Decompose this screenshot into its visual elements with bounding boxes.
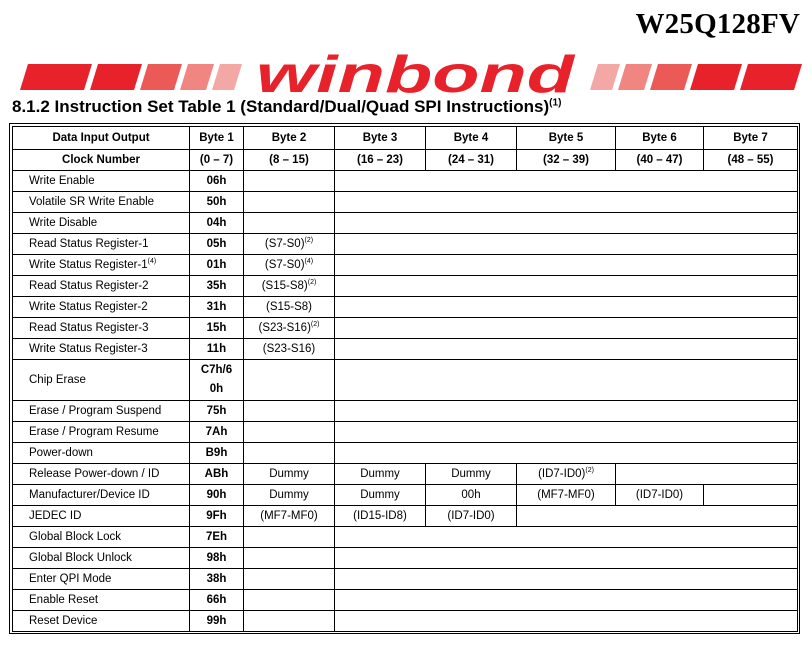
opcode: ABh (204, 468, 229, 480)
empty-bytes-cell (335, 276, 798, 297)
byte-value: Dummy (451, 468, 491, 480)
instruction-name (13, 548, 190, 569)
table-row (13, 297, 798, 318)
table-row (13, 422, 798, 443)
table-row (13, 192, 798, 213)
table-header-row (13, 150, 798, 171)
opcode: 90h (206, 489, 227, 501)
byte-cell (244, 569, 335, 590)
winbond-logo (10, 50, 804, 104)
logo-stripes-right (590, 64, 802, 90)
byte-cell (244, 506, 335, 527)
empty-bytes-cell (335, 401, 798, 422)
byte-value: (S15-S8) (261, 280, 308, 292)
table-row (13, 443, 798, 464)
opcode-cell (190, 318, 244, 339)
part-number: W25Q128FV (635, 8, 800, 40)
byte-value: 00h (461, 489, 481, 501)
opcode: 75h (206, 405, 227, 417)
byte-cell (426, 506, 517, 527)
opcode-cell (190, 590, 244, 611)
byte-cell (244, 276, 335, 297)
byte-value: Dummy (360, 468, 400, 480)
opcode: 35h (206, 280, 227, 292)
table-row (13, 401, 798, 422)
instruction-name (13, 192, 190, 213)
table-row (13, 548, 798, 569)
opcode-cell (190, 255, 244, 276)
byte-value: (S23-S16) (258, 322, 311, 334)
byte-cell (244, 548, 335, 569)
byte-cell (426, 485, 517, 506)
empty-bytes-cell (335, 339, 798, 360)
byte-cell (244, 234, 335, 255)
byte-cell (244, 401, 335, 422)
footnote-ref: (4) (147, 258, 157, 266)
instruction-name-text: Reset Device (29, 615, 98, 627)
instruction-name-text: Volatile SR Write Enable (29, 196, 155, 208)
header-cell: Byte 2 (244, 127, 335, 150)
table-row (13, 213, 798, 234)
instruction-name-text: Global Block Unlock (29, 552, 132, 564)
byte-cell (244, 360, 335, 401)
table-header-row (13, 127, 798, 150)
table-row (13, 171, 798, 192)
instruction-set-table (12, 126, 798, 632)
byte-value: (ID15-ID8) (353, 510, 407, 522)
instruction-name (13, 527, 190, 548)
header-cell: (8 – 15) (244, 150, 335, 171)
byte-cell (244, 171, 335, 192)
instruction-name (13, 297, 190, 318)
empty-bytes-cell (335, 527, 798, 548)
header-cell: (24 – 31) (426, 150, 517, 171)
byte-cell (244, 443, 335, 464)
byte-cell (616, 485, 704, 506)
byte-cell (335, 464, 426, 485)
opcode: 05h (206, 238, 227, 250)
byte-value: (S7-S0) (264, 259, 305, 271)
empty-bytes-cell (335, 548, 798, 569)
byte-value: Dummy (269, 468, 309, 480)
instruction-name-text: Write Disable (29, 217, 98, 229)
footnote-ref: (2) (304, 237, 314, 245)
table-row (13, 234, 798, 255)
byte-value: (S23-S16) (262, 343, 316, 355)
byte-value: (MF7-MF0) (537, 489, 595, 501)
instruction-name (13, 422, 190, 443)
table-row (13, 464, 798, 485)
opcode-cell (190, 464, 244, 485)
instruction-name (13, 255, 190, 276)
opcode-cell (190, 506, 244, 527)
opcode: 7Eh (205, 531, 228, 543)
opcode-cell (190, 443, 244, 464)
header-cell: Data Input Output (13, 127, 190, 150)
byte-value: (ID7-ID0) (538, 468, 586, 480)
empty-bytes-cell (335, 213, 798, 234)
empty-bytes-cell (335, 297, 798, 318)
section-title-text: 8.1.2 Instruction Set Table 1 (Standard/Dual/Quad SPI Instructions) (12, 97, 550, 116)
opcode-cell (190, 171, 244, 192)
opcode-cell (190, 234, 244, 255)
table-row (13, 360, 798, 401)
byte-value: (ID7-ID0) (635, 489, 684, 501)
empty-bytes-cell (335, 443, 798, 464)
instruction-name (13, 234, 190, 255)
instruction-name (13, 506, 190, 527)
opcode-cell (190, 527, 244, 548)
instruction-name-text: Write Status Register-3 (29, 343, 148, 355)
byte-cell (244, 611, 335, 632)
empty-bytes-cell (335, 422, 798, 443)
instruction-name-text: Read Status Register-1 (29, 238, 149, 250)
byte-cell (244, 527, 335, 548)
opcode: C7h/6 (200, 364, 233, 376)
byte-value: (S7-S0) (264, 238, 305, 250)
instruction-name-text: Write Status Register-2 (29, 301, 148, 313)
empty-bytes-cell (335, 569, 798, 590)
header-cell: Clock Number (13, 150, 190, 171)
section-title-footnote: (1) (549, 97, 562, 109)
instruction-name-text: Erase / Program Suspend (29, 405, 162, 417)
footnote-ref: (2) (307, 279, 317, 287)
opcode: 99h (206, 615, 227, 627)
byte-cell (244, 464, 335, 485)
instruction-name (13, 611, 190, 632)
opcode-cell (190, 611, 244, 632)
table-row (13, 485, 798, 506)
instruction-name (13, 464, 190, 485)
byte-value: (ID7-ID0) (447, 510, 495, 522)
empty-bytes-cell (335, 360, 798, 401)
opcode-cell (190, 401, 244, 422)
opcode-line2: 0h (209, 383, 224, 395)
table-row (13, 611, 798, 632)
instruction-name (13, 443, 190, 464)
header-cell: Byte 7 (704, 127, 798, 150)
header-cell: (0 – 7) (190, 150, 244, 171)
instruction-name-text: Enable Reset (29, 594, 99, 606)
opcode: 11h (206, 343, 227, 355)
table-row (13, 339, 798, 360)
instruction-name (13, 318, 190, 339)
header-cell: Byte 3 (335, 127, 426, 150)
opcode: 7Ah (205, 426, 228, 438)
header-cell: (48 – 55) (704, 150, 798, 171)
byte-value: (S15-S8) (265, 301, 313, 313)
opcode-cell (190, 276, 244, 297)
byte-cell (244, 297, 335, 318)
byte-cell (244, 590, 335, 611)
byte-cell (244, 339, 335, 360)
opcode-cell (190, 422, 244, 443)
header-cell: (32 – 39) (517, 150, 616, 171)
byte-cell (426, 464, 517, 485)
header-cell: Byte 1 (190, 127, 244, 150)
empty-bytes-cell (335, 611, 798, 632)
opcode-cell (190, 485, 244, 506)
byte-cell (244, 213, 335, 234)
opcode: 9Fh (206, 510, 227, 522)
table-row (13, 506, 798, 527)
opcode-cell (190, 569, 244, 590)
footnote-ref: (2) (310, 321, 320, 329)
empty-bytes-cell (335, 192, 798, 213)
opcode-cell (190, 192, 244, 213)
opcode-cell (190, 297, 244, 318)
opcode-cell (190, 339, 244, 360)
header-cell: (40 – 47) (616, 150, 704, 171)
byte-value: (MF7-MF0) (260, 510, 318, 522)
table-row (13, 318, 798, 339)
instruction-name-text: Erase / Program Resume (29, 426, 159, 438)
opcode: 66h (206, 594, 227, 606)
instruction-name-text: Chip Erase (29, 374, 86, 386)
opcode: 31h (206, 301, 227, 313)
empty-bytes-cell (335, 590, 798, 611)
opcode-cell (190, 548, 244, 569)
table-row (13, 255, 798, 276)
instruction-name (13, 171, 190, 192)
brand-wordmark: winbond (256, 50, 576, 104)
opcode: 04h (206, 217, 227, 229)
empty-bytes-cell (335, 171, 798, 192)
instruction-name-text: JEDEC ID (29, 510, 82, 522)
header-cell: Byte 4 (426, 127, 517, 150)
empty-bytes-cell (704, 485, 798, 506)
empty-bytes-cell (335, 234, 798, 255)
instruction-name (13, 360, 190, 401)
opcode-cell (190, 360, 244, 401)
byte-cell (335, 485, 426, 506)
instruction-name-text: Power-down (29, 447, 93, 459)
instruction-name (13, 485, 190, 506)
instruction-name (13, 213, 190, 234)
table-row (13, 569, 798, 590)
byte-value: Dummy (360, 489, 400, 501)
opcode: 01h (206, 259, 227, 271)
instruction-name-text: Manufacturer/Device ID (29, 489, 150, 501)
empty-bytes-cell (335, 255, 798, 276)
table-row (13, 527, 798, 548)
opcode: 15h (206, 322, 227, 334)
instruction-name-text: Write Enable (29, 175, 95, 187)
empty-bytes-cell (335, 318, 798, 339)
byte-cell (517, 464, 616, 485)
opcode: 50h (206, 196, 227, 208)
table-row (13, 276, 798, 297)
header-cell: Byte 6 (616, 127, 704, 150)
instruction-name-text: Global Block Lock (29, 531, 122, 543)
footnote-ref: (4) (304, 258, 314, 266)
footnote-ref: (2) (585, 467, 594, 475)
instruction-name-text: Release Power-down / ID (29, 468, 160, 480)
byte-cell (244, 485, 335, 506)
instruction-name (13, 401, 190, 422)
instruction-name (13, 590, 190, 611)
instruction-name-text: Write Status Register-1 (29, 259, 148, 271)
header-cell: (16 – 23) (335, 150, 426, 171)
byte-cell (244, 422, 335, 443)
opcode: 98h (206, 552, 227, 564)
byte-cell (244, 192, 335, 213)
instruction-name-text: Enter QPI Mode (29, 573, 112, 585)
opcode: 06h (206, 175, 227, 187)
opcode-cell (190, 213, 244, 234)
byte-value: Dummy (269, 489, 309, 501)
section-title (12, 97, 561, 117)
instruction-name (13, 339, 190, 360)
instruction-name-text: Read Status Register-3 (29, 322, 149, 334)
opcode: B9h (205, 447, 228, 459)
instruction-name (13, 569, 190, 590)
logo-stripes-left (20, 64, 242, 90)
byte-cell (517, 485, 616, 506)
instruction-name-text: Read Status Register-2 (29, 280, 149, 292)
byte-cell (244, 318, 335, 339)
table-row (13, 590, 798, 611)
empty-bytes-cell (616, 464, 798, 485)
header-cell: Byte 5 (517, 127, 616, 150)
byte-cell (244, 255, 335, 276)
opcode: 38h (206, 573, 227, 585)
empty-bytes-cell (517, 506, 798, 527)
byte-cell (335, 506, 426, 527)
instruction-name (13, 276, 190, 297)
